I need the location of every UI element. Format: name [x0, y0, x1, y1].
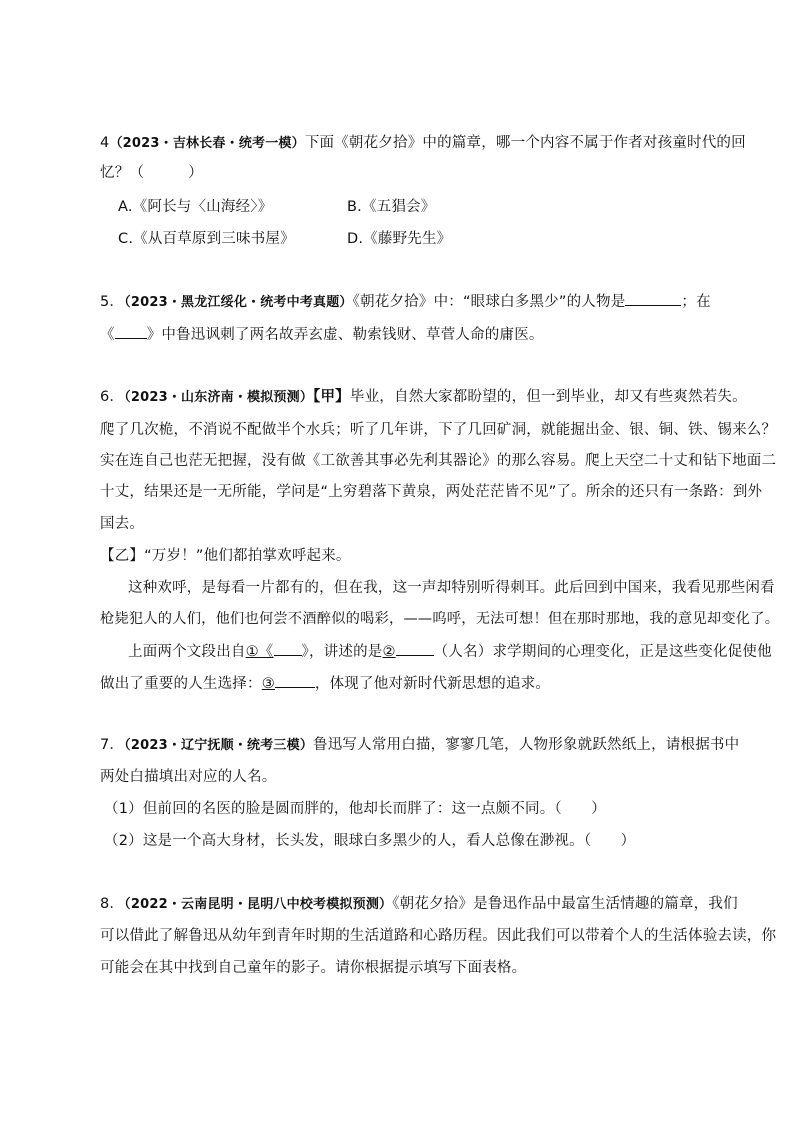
q6-blank-2[interactable] [396, 641, 434, 656]
q6-circle-2: ② [382, 644, 396, 660]
q4-option-d: D.《藤野先生》 [347, 231, 452, 247]
q4-line1 [100, 133, 746, 154]
q6-answer-line2 [100, 673, 550, 694]
q6-yi-text-1: 【乙】“万岁！”他们都拍掌欢呼起来。 [100, 548, 351, 564]
q8-stem-3: 可能会在其中找到自己童年的影子。请你根据提示填写下面表格。 [100, 960, 527, 976]
q6-yi-text-2: 这种欢呼，是每看一片都有的，但在我，这一声却特别听得刺耳。此后回到中国来，我看见那些闲看 [128, 580, 775, 596]
q5-stem-c: 《 [100, 327, 115, 343]
q4-line2: 忆？（ ） [100, 165, 203, 181]
q6-circle-3: ③ [261, 676, 275, 692]
q7-sub-2: （2）这是一个高大身材，长头发，眼球白多黑少的人，看人总像在渺视。（ ） [104, 833, 636, 849]
q8-stem-1: 《朝花夕拾》是鲁迅作品中最富生活情趣的篇章，我们 [392, 896, 738, 912]
q8-line1 [100, 894, 738, 915]
q8-source: （2022・云南昆明・昆明八中校考模拟预测） [124, 897, 393, 912]
q6-jia-label: 【甲】 [313, 389, 350, 405]
q6-yi-text-3: 枪毙犯人的人们，他们也何尝不酒醉似的喝彩，——呜呼，无法可想！但在那时那地，我的意见却变化了。 [100, 611, 780, 627]
q7-stem-2: 两处白描填出对应的人名。 [100, 769, 277, 785]
q6-circle-1: ①《 [245, 644, 274, 660]
q5-blank-1[interactable] [625, 291, 681, 306]
q7-number: 7． [100, 737, 125, 753]
q6-answer-text-5: ，体现了他对新时代新思想的追求。 [314, 676, 551, 692]
q6-blank-3[interactable] [275, 673, 315, 688]
q7-source: （2023・辽宁抚顺・统考三模） [124, 738, 314, 753]
q7-line1 [100, 735, 739, 756]
q4-option-b: B.《五猖会》 [347, 199, 436, 215]
q7-sub-1: （1）但前回的名医的脸是圆而胖的，他却长而胖了：这一点颇不同。（ ） [104, 801, 606, 817]
q6-answer-text-3: （人名）求学期间的心理变化，正是这些变化促使他 [433, 644, 772, 660]
q4-option-c: C.《从百草原到三味书屋》 [118, 231, 295, 247]
q5-stem-d: 》中鲁迅讽刺了两名故弄玄虚、勒索钱财、草菅人命的庸医。 [146, 327, 544, 343]
q5-source: （2023・黑龙江绥化・统考中考真题） [124, 295, 353, 310]
q5-line2 [100, 324, 544, 345]
q8-stem-2: 可以借此了解鲁迅从幼年到青年时期的生活道路和心路历程。因此我们可以带着个人的生活体验去读，你 [100, 928, 777, 944]
q6-circle-1-end: 》 [301, 644, 309, 660]
q4-number: 4 [100, 135, 110, 151]
q4-stem: 下面《朝花夕拾》中的篇章，哪一个内容不属于作者对孩童时代的回 [304, 135, 746, 151]
q6-answer-text-1: 上面两个文段出自 [128, 644, 246, 660]
q4-source: （2023・吉林长春・统考一模） [109, 136, 305, 151]
q6-jia-text-3: 实在连自己也茫无把握，没有做《工欲善其事必先利其器论》的那么容易。爬上天空二十丈和钻下地面二 [100, 453, 777, 469]
q6-answer-text-2: ，讲述的是 [308, 644, 383, 660]
q6-answer-line1 [128, 641, 772, 662]
q6-blank-1[interactable] [274, 641, 302, 656]
q8-number: 8． [100, 896, 125, 912]
q7-stem-1: 鲁迅写人常用白描，寥寥几笔，人物形象就跃然纸上，请根据书中 [313, 737, 740, 753]
q4-option-a: A.《阿长与〈山海经〉》 [118, 199, 273, 215]
q5-blank-2[interactable] [115, 324, 147, 339]
q6-answer-text-4: 做出了重要的人生选择： [100, 676, 262, 692]
q6-jia-text-1: 毕业，自然大家都盼望的，但一到毕业，却又有些爽然若失。 [349, 389, 747, 405]
q6-jia-text-2: 爬了几次桅，不消说不配做半个水兵；听了几年讲，下了几回矿洞，就能掘出金、银、铜、铁、锡来么？ [100, 422, 777, 438]
q6-line1 [100, 387, 747, 408]
q5-stem-a: 《朝花夕拾》中：“眼球白多黑少”的人物是 [352, 294, 626, 310]
q5-stem-b: ；在 [681, 294, 711, 310]
q6-number: 6． [100, 389, 125, 405]
q5-line1 [100, 291, 711, 313]
q6-source: （2023・山东济南・模拟预测） [124, 390, 314, 405]
q6-jia-text-4: 十丈，结果还是一无所能，学问是“上穷碧落下黄泉，两处茫茫皆不见”了。所余的还只有一条路：到外 [100, 484, 763, 500]
q5-number: 5． [100, 294, 125, 310]
q6-jia-text-5: 国去。 [100, 516, 145, 532]
